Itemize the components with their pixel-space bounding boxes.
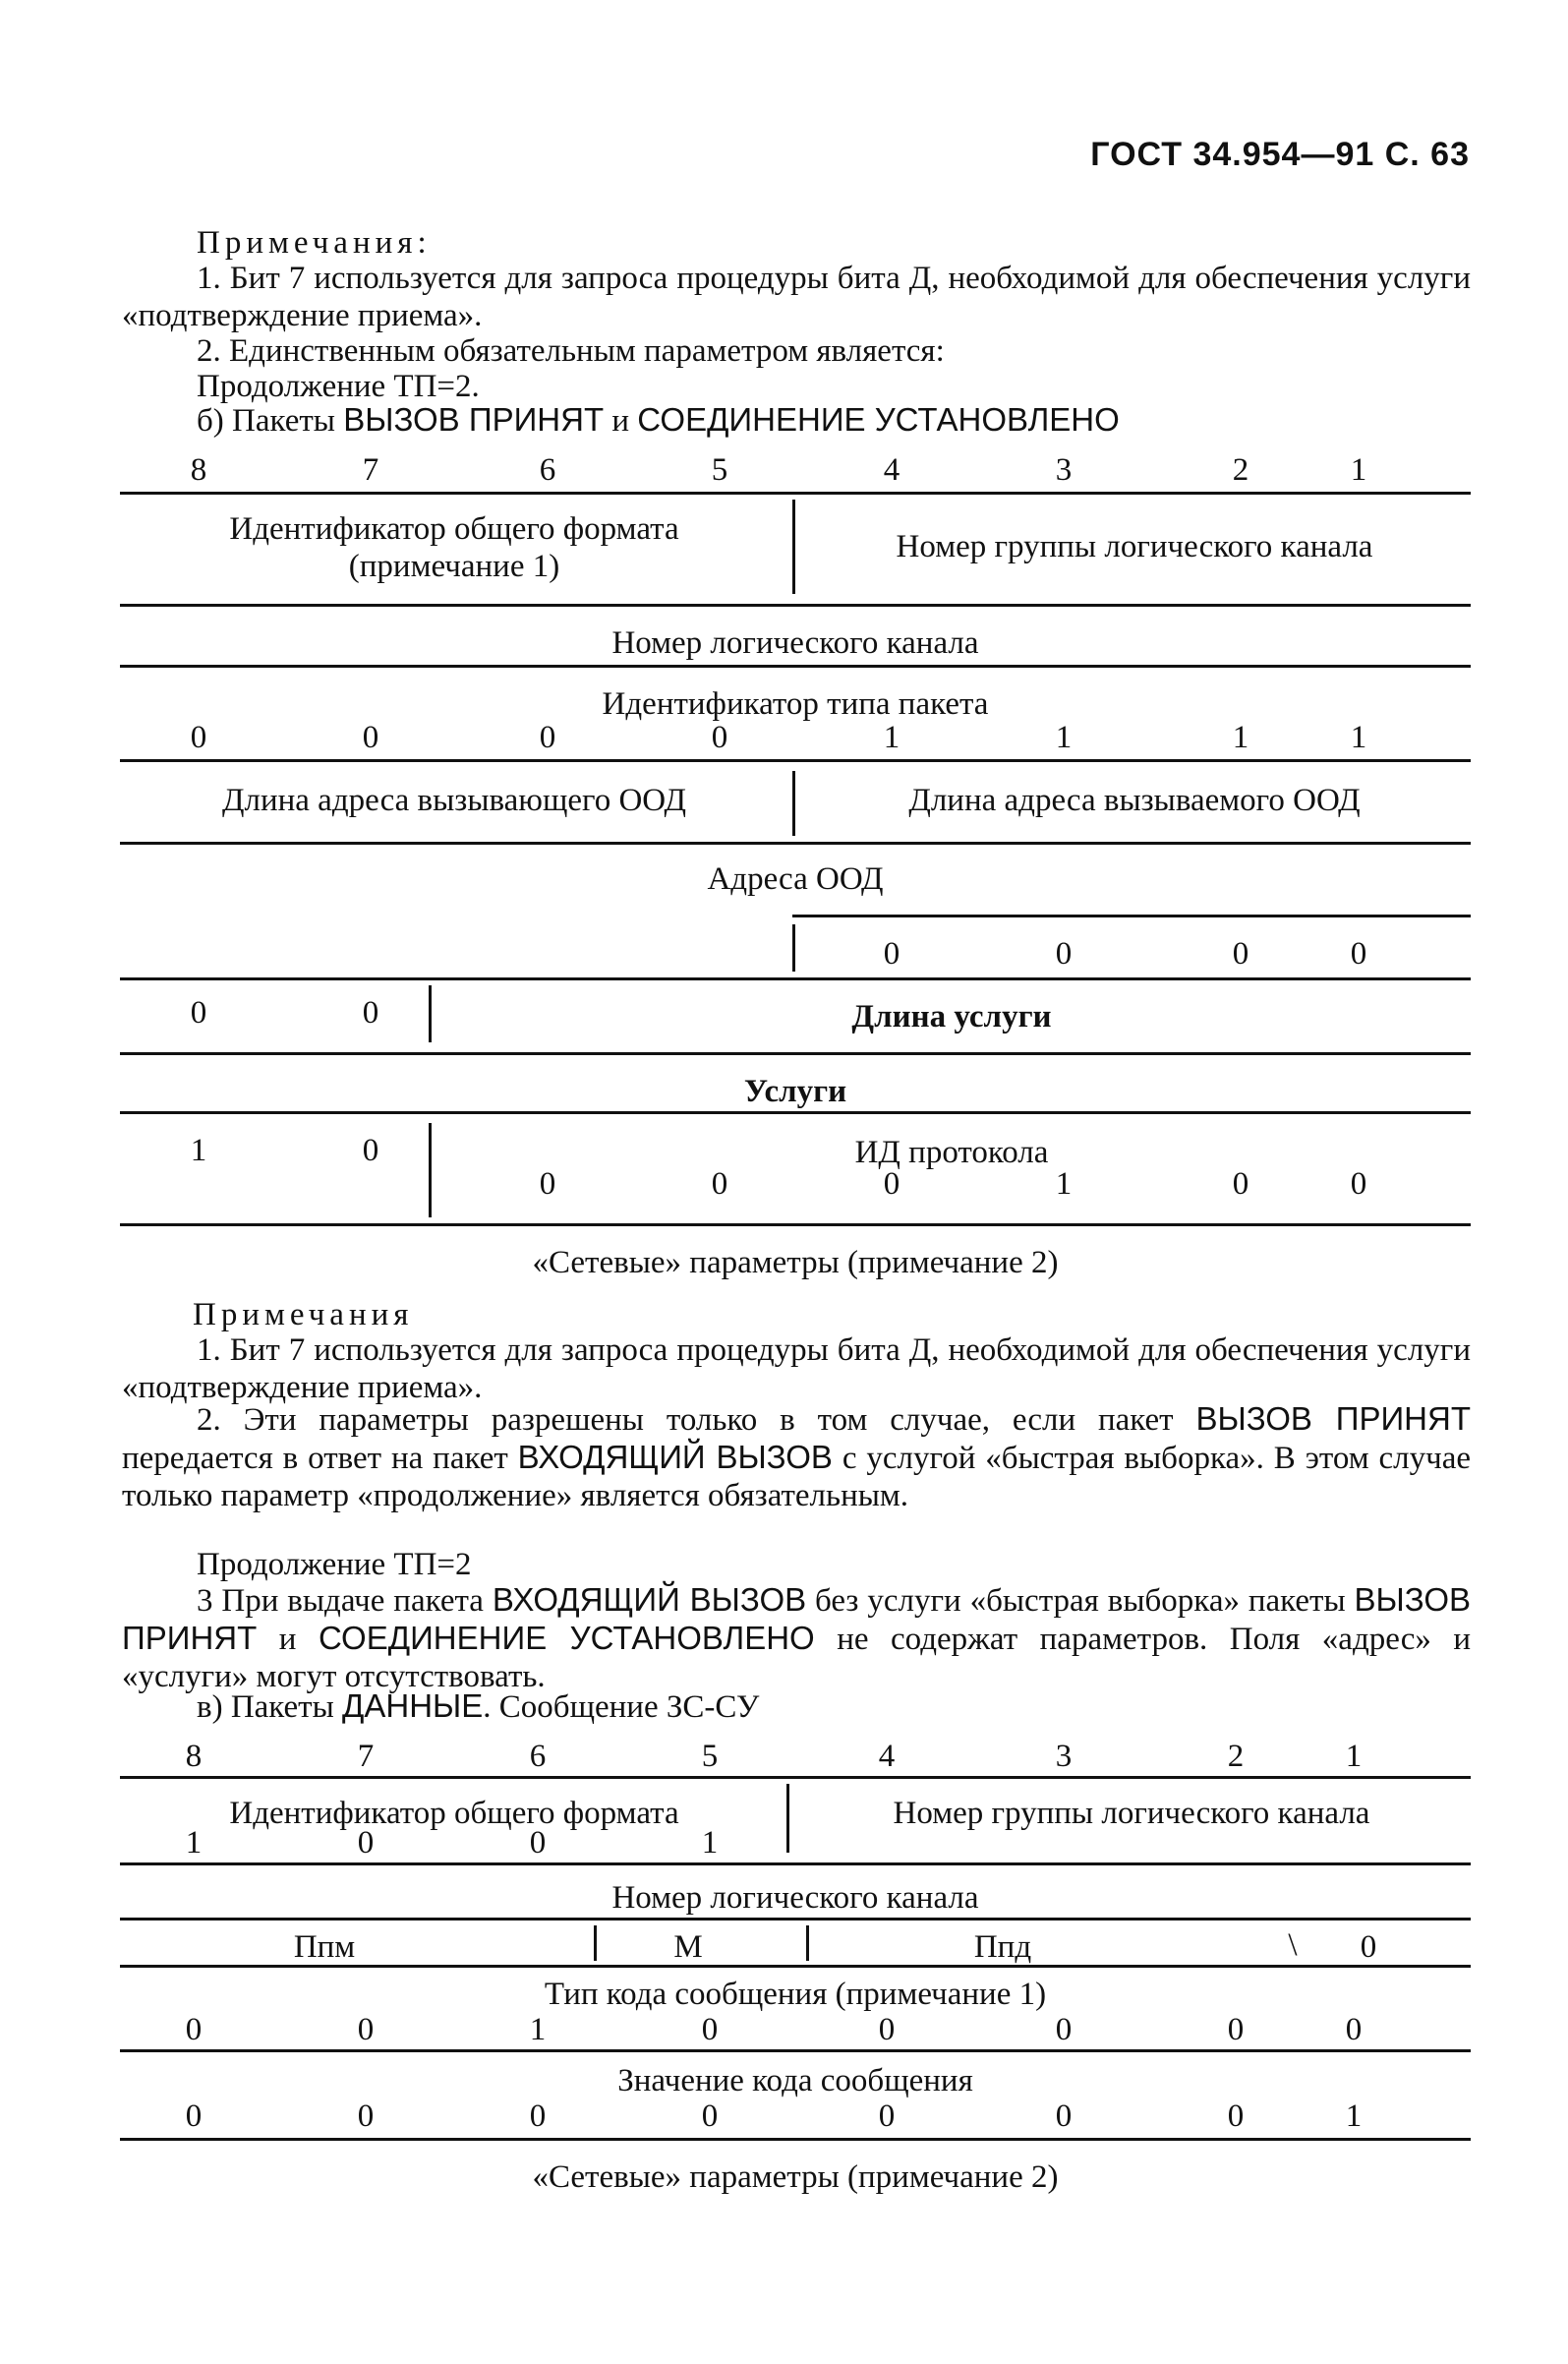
gfi-bit: 0 [357,1825,375,1861]
divider [792,500,795,594]
bit-number: 2 [1232,452,1249,488]
padding-bit: 0 [883,936,900,972]
bit-number: 1 [1345,1739,1363,1774]
divider [594,1925,597,1961]
ppm-field: Ппм [293,1929,356,1965]
note-2-3-f: СОЕДИНЕНИЕ УСТАНОВЛЕНО [318,1620,815,1656]
m-bit: М [673,1929,703,1965]
rule [120,1223,1471,1226]
section-b-packet-1: ВЫЗОВ ПРИНЯТ [343,401,605,438]
message-type-bit: 0 [1345,2012,1363,2047]
bit-number: 6 [539,452,556,488]
protocol-bit: 0 [883,1166,900,1202]
rule [792,915,1471,917]
message-value-bit: 0 [185,2098,203,2134]
message-type-bit: 0 [357,2012,375,2047]
message-type-bit: 0 [185,2012,203,2047]
note-2-2-b: ВЫЗОВ ПРИНЯТ [1195,1400,1472,1437]
section-b-prefix: б) Пакеты [197,403,335,439]
note-1-text: 1. Бит 7 используется для запроса процедуры бита Д, необходимой для обеспечения услуги «подтверждение приема». [122,261,1471,333]
bit-number: 3 [1055,452,1073,488]
divider [429,1123,432,1217]
note-2-3-b: ВХОДЯЩИЙ ВЫЗОВ [492,1581,807,1618]
protocol-bit: 0 [1350,1166,1367,1202]
bit-number: 1 [1350,452,1367,488]
note-2-text: 2. Единственным обязательным параметром является: [197,333,945,369]
facility-length-label: Длина услуги [851,999,1052,1034]
note-2-2-a: 2. Эти параметры разрешены только в том случае, если пакет [197,1402,1174,1438]
pti-bit: 0 [190,720,207,755]
message-value-bit: 0 [1227,2098,1245,2134]
message-type-bit: 0 [701,2012,719,2047]
message-type-bit: 0 [1227,2012,1245,2047]
gfi-label: Идентификатор общего формата [229,1796,679,1831]
message-type-bit: 1 [529,2012,547,2047]
gfi-bit: 1 [185,1825,203,1861]
pti-bit: 0 [539,720,556,755]
pti-bit: 0 [711,720,728,755]
lcg-label: Номер группы логического канала [896,529,1373,564]
message-value-bit: 1 [1345,2098,1363,2134]
section-v-packet: ДАННЫЕ [342,1687,484,1724]
network-params-label: «Сетевые» параметры (примечание 2) [532,2159,1059,2195]
section-b-packet-2: СОЕДИНЕНИЕ УСТАНОВЛЕНО [637,401,1120,438]
note-2-1-text: 1. Бит 7 используется для запроса процедуры бита Д, необходимой для обеспечения услуги «подтверждение приема». [122,1332,1471,1405]
rule [120,2138,1471,2141]
section-b-heading [197,401,1120,440]
padding-bit: 0 [1232,936,1249,972]
facilities-label: Услуги [743,1074,847,1109]
rule [120,1776,1471,1779]
lcn-label: Номер логического канала [611,625,979,661]
divider [792,771,795,836]
rule [120,492,1471,495]
protocol-bit: 0 [711,1166,728,1202]
message-value-bit: 0 [357,2098,375,2134]
note-2-2-d: ВХОДЯЩИЙ ВЫЗОВ [517,1439,833,1475]
protocol-bit: 0 [362,1133,379,1168]
rule [120,1052,1471,1055]
section-v-prefix: в) Пакеты [197,1689,334,1725]
bit-number: 6 [529,1739,547,1774]
notes-2-title: Примечания [193,1297,414,1332]
rule [120,1918,1471,1921]
network-params-label: «Сетевые» параметры (примечание 2) [532,1245,1059,1280]
facility-length-bit: 0 [362,995,379,1031]
padding-bit: 0 [1055,936,1073,972]
backslash-separator: \ [1288,1927,1298,1963]
lcn-label: Номер логического канала [611,1880,979,1916]
pti-bit: 1 [1055,720,1073,755]
bit-number: 8 [190,452,207,488]
message-value-label: Значение кода сообщения [617,2063,973,2098]
section-b-and: и [611,403,630,439]
rule [120,1965,1471,1968]
message-value-bit: 0 [701,2098,719,2134]
divider [792,924,795,972]
page-header: ГОСТ 34.954—91 С. 63 [1090,136,1470,173]
rule [120,2049,1471,2052]
rule [120,977,1471,980]
message-value-bit: 0 [1055,2098,1073,2134]
lcg-label: Номер группы логического канала [893,1796,1370,1831]
gfi-label: Идентификатор общего формата [229,511,679,547]
pti-label: Идентификатор типа пакета [602,686,989,722]
protocol-bit: 0 [1232,1166,1249,1202]
note-2-3-a: 3 При выдаче пакета [197,1583,484,1619]
pti-bit: 1 [1232,720,1249,755]
rule [120,1111,1471,1114]
note-2-3-c: без услуги «быстрая выборка» пакеты [815,1583,1346,1619]
d-bit: 0 [1360,1929,1377,1965]
gfi-note: (примечание 1) [348,549,560,584]
gfi-bit: 0 [529,1825,547,1861]
message-type-label: Тип кода сообщения (примечание 1) [544,1977,1047,2012]
ppd-field: Ппд [973,1929,1032,1965]
rule [120,604,1471,607]
pti-bit: 1 [883,720,900,755]
notes-title: Примечания: [197,225,432,261]
divider [786,1784,789,1853]
note-2-2-e: с услугой «быстрая выборка». В этом случае только параметр «продолжение» является обязательным. [122,1441,1472,1513]
pti-bit: 0 [362,720,379,755]
note-continuation: Продолжение ТП=2. [197,369,480,404]
rule [120,665,1471,668]
divider [429,985,432,1042]
protocol-bit: 0 [539,1166,556,1202]
note-2-continuation: Продолжение ТП=2 [197,1547,472,1582]
bit-number: 8 [185,1739,203,1774]
rule [120,842,1471,845]
message-type-bit: 0 [878,2012,896,2047]
note-2-2-c: передается в ответ на пакет [122,1441,508,1476]
facility-length-bit: 0 [190,995,207,1031]
protocol-id-label: ИД протокола [854,1135,1049,1170]
gfi-bit: 1 [701,1825,719,1861]
called-address-length: Длина адреса вызываемого ООД [908,783,1361,818]
padding-bit: 0 [1350,936,1367,972]
rule [120,1862,1471,1865]
protocol-bit: 1 [190,1133,207,1168]
pti-bit: 1 [1350,720,1367,755]
rule [120,759,1471,762]
calling-address-length: Длина адреса вызывающего ООД [221,783,686,818]
message-value-bit: 0 [878,2098,896,2134]
bit-number: 7 [357,1739,375,1774]
divider [806,1925,809,1961]
message-type-bit: 0 [1055,2012,1073,2047]
bit-number: 5 [711,452,728,488]
note-2-3-e: и [278,1622,297,1657]
bit-number: 4 [883,452,900,488]
bit-number: 2 [1227,1739,1245,1774]
protocol-bit: 1 [1055,1166,1073,1202]
dte-addresses: Адреса ООД [707,861,884,897]
section-v-heading [197,1687,759,1726]
section-v-suffix: . Сообщение ЗС-СУ [483,1689,760,1725]
note-2-3-g: не содержат параметров. Поля «адрес» и «услуги» могут отсутствовать. [122,1622,1472,1694]
note-2-2-text [122,1400,1471,1514]
bit-number: 4 [878,1739,896,1774]
message-value-bit: 0 [529,2098,547,2134]
note-2-3-d: ВЫЗОВ ПРИНЯТ [122,1581,1472,1656]
bit-number: 7 [362,452,379,488]
bit-number: 5 [701,1739,719,1774]
note-2-3-text [122,1581,1471,1695]
bit-number: 3 [1055,1739,1073,1774]
